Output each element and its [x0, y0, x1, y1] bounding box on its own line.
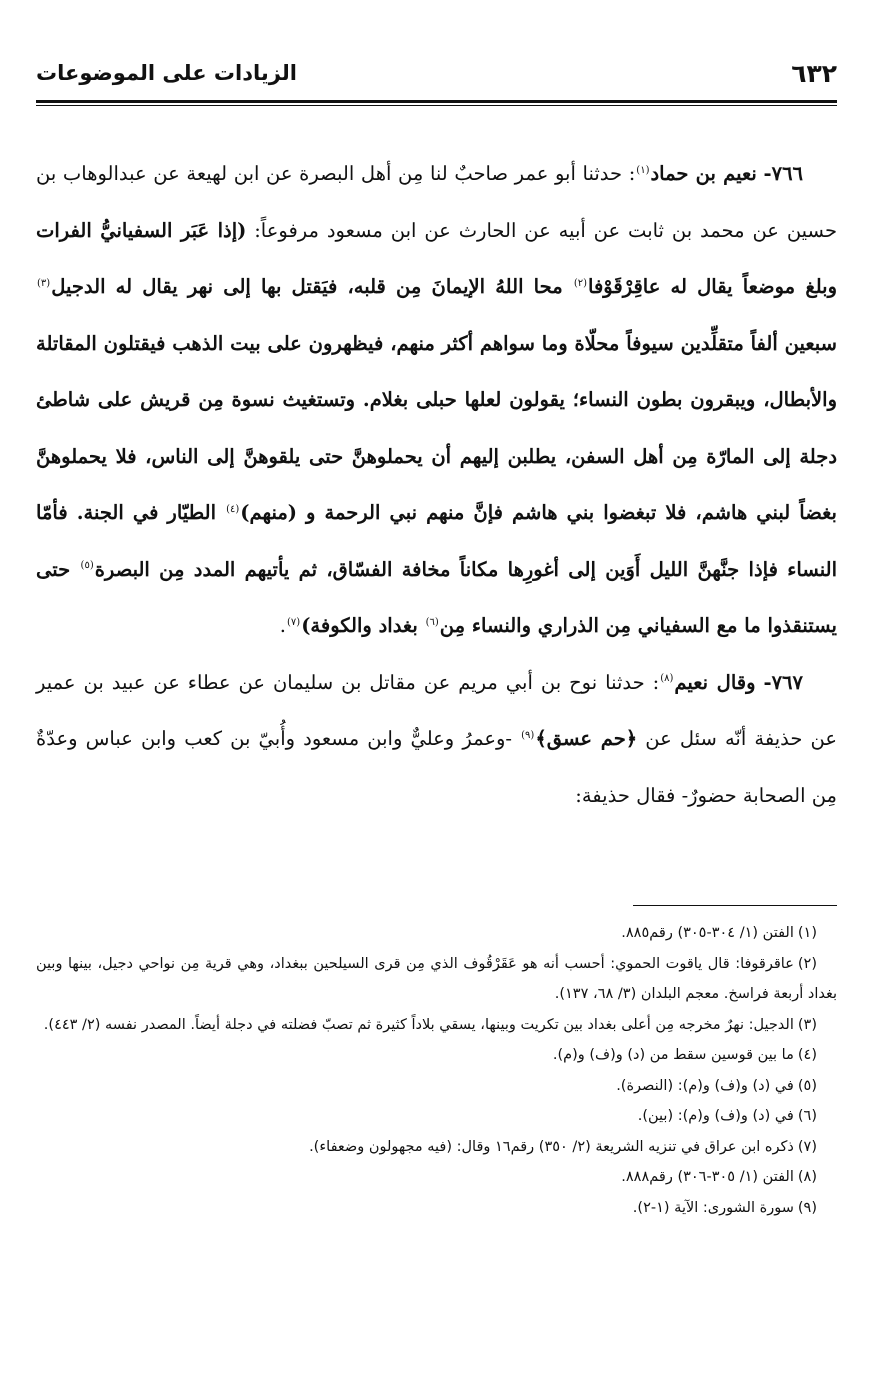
footnote-ref: (١): [636, 164, 650, 176]
footnote-3: [36, 1010, 837, 1041]
footnote-ref: (٢): [573, 277, 588, 289]
footnote-ref: (٩): [521, 729, 535, 741]
footnote-text: في (د) و(ف) و(م): (النصرة).: [616, 1077, 794, 1094]
footnote-number: (٢): [797, 955, 817, 972]
matn-text: الطيّار في الجنة. فأمّا النساء فإذا جنَّهنَّ الليل أَوَين إلى أغورِها مكاناً مخافة الفسّاق، ثم يأتيهم المدد مِن البصرة: [36, 501, 837, 581]
page-number: ٦٣٢: [791, 58, 837, 88]
footnote-ref: (٨): [660, 673, 674, 684]
footnote-text: ذكره ابن عراق في تنزيه الشريعة (٢/ ٣٥٠) رقم١٦ وقال: (فيه مجهولون وضعفاء).: [309, 1138, 794, 1155]
isnad-text: : حدثنا أبو عمر صاحبٌ لنا مِن أهل البصرة عن ابن لهيعة عن عبدالوهاب بن حسين عن محمد بن ثابت عن أبيه عن الحارث عن ابن مسعود مرفوعاً:: [36, 162, 837, 242]
entry-end-punct: .: [279, 614, 286, 637]
running-title: الزيادات على الموضوعات: [36, 61, 297, 85]
footnote-text: الدجيل: نهرٌ مخرجه مِن أعلى بغداد بين تكريت وبينها، يسقي بلاداً كثيرة ثم تصبّ فضلته في دجلة أيضاً. المصدر نفسه (٢/ ٤٤٣).: [43, 1016, 794, 1033]
footnote-separator: [633, 905, 837, 906]
footnote-ref: (٦): [425, 616, 439, 628]
footnote-ref: (٣): [37, 277, 51, 289]
isnad-text: : حدثنا نوح بن أبي مريم عن مقاتل بن سليمان عن عطاء عن عبيد بن عمير عن حذيفة أنّه سئل عن: [36, 670, 838, 750]
footnote-number: (٩): [797, 1199, 817, 1216]
hadith-entry-766: [36, 146, 837, 655]
footnote-5: [36, 1071, 837, 1102]
footnote-2: [36, 949, 837, 1010]
footnote-ref: (٥): [80, 560, 94, 571]
matn-text: محا اللهُ الإيمانَ مِن قلبه، فيَقتل بها إلى نهر يقال له الدجيل: [51, 275, 573, 298]
entry-number: ٧٦٧-: [763, 670, 803, 694]
header-rule: [36, 100, 837, 106]
page-header: [36, 50, 837, 96]
footnote-1: [36, 918, 837, 949]
footnote-text: عاقرقوفا: قال ياقوت الحموي: أحسب أنه هو عَقَرْقُوف الذي مِن قرى السيلحين ببغداد، وهي قرية مِن نواحي دجيل، بينها وبين بغداد أربعة فراسخ. معجم البلدان (٣/ ٦٨، ١٣٧).: [36, 955, 837, 1002]
footnote-text: في (د) و(ف) و(م): (بين).: [637, 1108, 794, 1124]
footnote-6: [36, 1101, 837, 1132]
footnote-number: (٦): [797, 1108, 817, 1124]
footnote-8: [36, 1162, 837, 1193]
matn-text: سبعين ألفاً متقلِّدين سيوفاً محلّاة وما سواهم أكثر منهم، فيظهرون على بيت الذهب فيقتلون المقاتلة والأبطال، ويبقرون بطون النساء؛ يقولون لعلها حبلى بغلام. وتستغيث نسوة مِن قريش على شاطئ دجلة إلى المارّة مِن أهل السفن، يطلبن إليهم أن يحملوهنَّ حتى يلقوهنَّ إلى الناس، فلا يحملوهنَّ بغضاً لبني هاشم، فلا تبغضوا بني هاشم فإنَّ منهم نبي الرحمة و (منهم): [36, 331, 837, 524]
footnote-ref: (٤): [226, 503, 240, 515]
footnote-7: [36, 1132, 837, 1163]
footnotes: [36, 918, 837, 1223]
footnote-number: (٧): [797, 1138, 817, 1155]
footnote-4: [36, 1040, 837, 1071]
footnote-text: الفتن (١/ ٣٠٥-٣٠٦) رقم٨٨٨.: [621, 1169, 794, 1185]
quran-citation: ﴿حم عسق﴾: [535, 727, 638, 750]
footnote-number: (٤): [797, 1047, 817, 1063]
entry-number: ٧٦٦-: [763, 162, 804, 185]
footnote-number: (١): [797, 925, 817, 941]
footnote-number: (٨): [797, 1169, 817, 1185]
footnote-text: سورة الشورى: الآية (١-٢).: [632, 1199, 794, 1216]
hadith-entry-767: [36, 655, 837, 825]
footnote-text: ما بين قوسين سقط من (د) و(ف) و(م).: [552, 1047, 794, 1063]
narration-text: -وعمرُ وعليٌّ وابن مسعود وأُبيّ بن كعب وابن عباس وعدّةٌ مِن الصحابة حضورٌ- فقال حذيفة:: [36, 727, 837, 807]
main-text: [36, 146, 837, 824]
matn-text: حتى يستنقذوا ما مع السفياني مِن الذراري والنساء مِن: [36, 557, 837, 637]
footnote-9: [36, 1193, 837, 1224]
footnote-ref: (٧): [287, 616, 301, 628]
footnote-number: (٣): [797, 1016, 817, 1033]
narrator-name: نعيم بن حماد: [650, 162, 757, 185]
footnote-text: الفتن (١/ ٣٠٤-٣٠٥) رقم٨٨٥.: [621, 925, 794, 941]
narrator-name: وقال نعيم: [674, 670, 756, 694]
matn-text: بغداد والكوفة): [301, 614, 425, 637]
footnote-number: (٥): [797, 1077, 817, 1094]
matn-text: (إذا عَبَر السفيانيُّ الفرات وبلغ موضعاً يقال له عاقِرْقَوْفا: [36, 218, 837, 298]
